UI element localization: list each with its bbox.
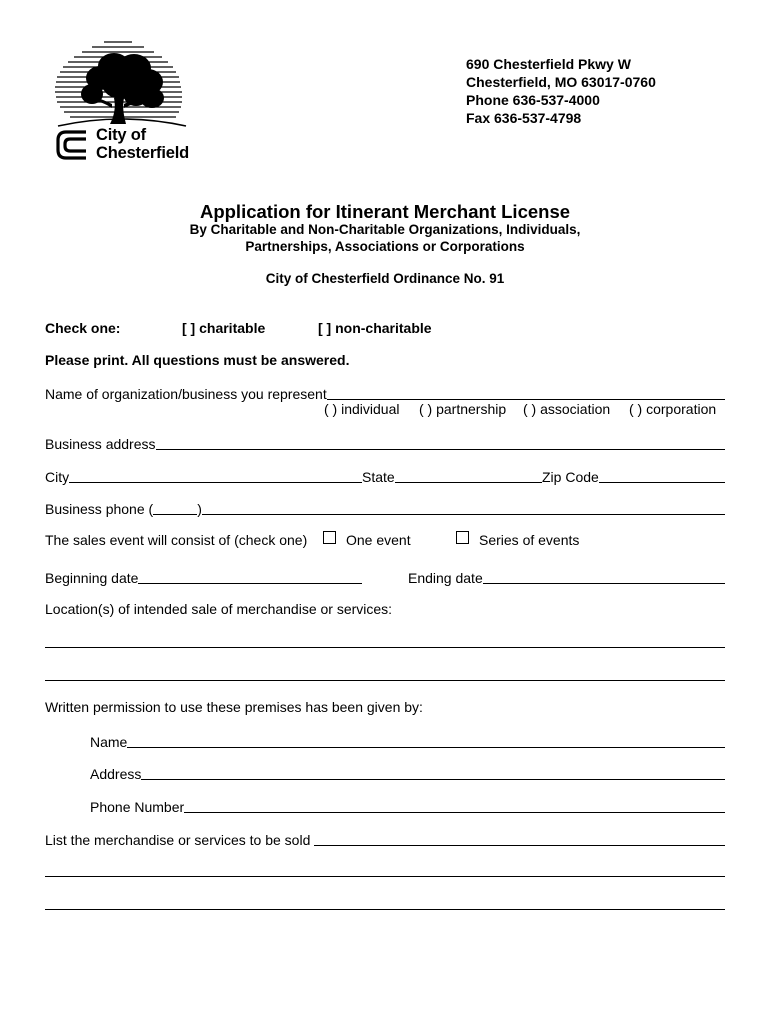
permission-address-field[interactable] (90, 764, 725, 782)
beginning-date-line[interactable] (138, 583, 362, 584)
entity-individual-option[interactable]: ( ) individual (324, 401, 400, 417)
business-address-line[interactable] (156, 449, 725, 450)
city-line[interactable] (69, 482, 362, 483)
zip-label: Zip Code (542, 469, 599, 485)
permission-phone-field[interactable] (90, 797, 725, 815)
locations-line-1[interactable] (45, 647, 725, 648)
address-street: 690 Chesterfield Pkwy W (466, 56, 631, 72)
merchandise-line[interactable] (314, 845, 725, 846)
address-city-state-zip: Chesterfield, MO 63017-0760 (466, 74, 656, 90)
business-phone-line[interactable] (202, 514, 725, 515)
subtitle-line-2: Partnerships, Associations or Corporations (245, 239, 525, 254)
state-field[interactable] (362, 467, 542, 485)
permission-name-field[interactable] (90, 732, 725, 750)
logo-text-city-of: City of (96, 126, 146, 144)
ending-date-label: Ending date (408, 570, 483, 586)
merchandise-field[interactable] (45, 830, 725, 848)
series-events-checkbox[interactable] (456, 531, 469, 544)
series-events-label: Series of events (479, 532, 580, 548)
permission-address-line[interactable] (141, 779, 725, 780)
check-one-label: Check one: (45, 320, 121, 336)
entity-association-option[interactable]: ( ) association (523, 401, 611, 417)
permission-label: Written permission to use these premises has been given by: (45, 699, 423, 715)
beginning-date-field[interactable] (45, 568, 362, 586)
one-event-label: One event (346, 532, 411, 548)
org-name-line[interactable] (327, 399, 725, 400)
instructions: Please print. All questions must be answered. (45, 352, 350, 368)
zip-field[interactable] (542, 467, 725, 485)
ending-date-field[interactable] (408, 568, 725, 586)
merchandise-line-3[interactable] (45, 909, 725, 910)
org-name-label: Name of organization/business you represent (45, 386, 327, 402)
city-field[interactable] (45, 467, 362, 485)
entity-corporation-option[interactable]: ( ) corporation (629, 401, 717, 417)
state-label: State (362, 469, 395, 485)
permission-address-label: Address (90, 766, 142, 782)
business-phone-field[interactable] (45, 499, 725, 517)
city-label: City (45, 469, 70, 485)
org-name-field[interactable] (45, 384, 725, 402)
business-address-label: Business address (45, 436, 156, 452)
business-phone-label: Business phone ( (45, 501, 154, 517)
locations-line-2[interactable] (45, 680, 725, 681)
area-code-close: ) (197, 501, 202, 517)
merchandise-line-2[interactable] (45, 876, 725, 877)
area-code-line[interactable] (153, 514, 197, 515)
business-address-field[interactable] (45, 434, 725, 452)
permission-name-line[interactable] (127, 747, 725, 748)
beginning-date-label: Beginning date (45, 570, 139, 586)
entity-partnership-option[interactable]: ( ) partnership (419, 401, 507, 417)
address-fax: Fax 636-537-4798 (466, 110, 582, 126)
city-logo (52, 38, 192, 166)
address-phone: Phone 636-537-4000 (466, 92, 600, 108)
one-event-checkbox[interactable] (323, 531, 336, 544)
permission-phone-line[interactable] (184, 812, 725, 813)
merchandise-label: List the merchandise or services to be sold (45, 832, 311, 848)
subtitle-line-1: By Charitable and Non-Charitable Organizations, Individuals, (189, 222, 581, 237)
zip-line[interactable] (599, 482, 725, 483)
page-title: Application for Itinerant Merchant License (199, 201, 571, 222)
state-line[interactable] (395, 482, 542, 483)
locations-label: Location(s) of intended sale of merchandise or services: (45, 601, 393, 617)
ordinance-number: City of Chesterfield Ordinance No. 91 (265, 271, 505, 286)
charitable-checkbox[interactable]: [ ] charitable (182, 320, 266, 336)
permission-name-label: Name (90, 734, 128, 750)
sales-event-label: The sales event will consist of (check one) (45, 532, 308, 548)
non-charitable-checkbox[interactable]: [ ] non-charitable (318, 320, 432, 336)
ending-date-line[interactable] (483, 583, 725, 584)
logo-text-chesterfield: Chesterfield (96, 144, 189, 162)
permission-phone-label: Phone Number (90, 799, 185, 815)
